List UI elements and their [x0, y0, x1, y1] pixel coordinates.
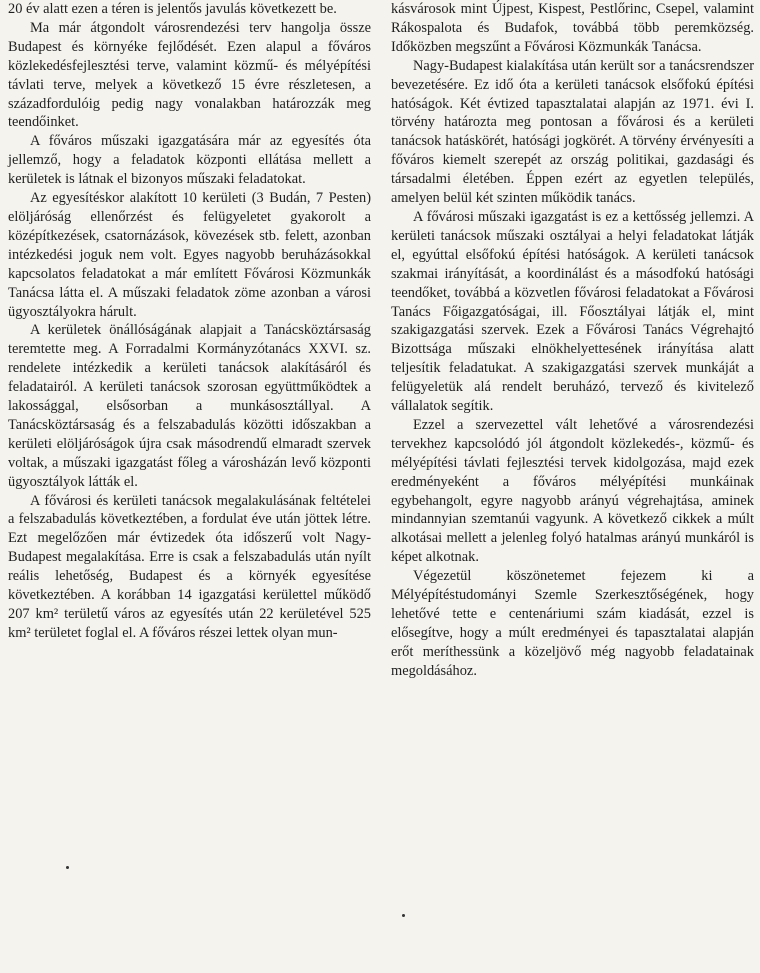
- paragraph: Ma már átgondolt városrendezési terv hangolja össze Budapest és környéke fejlődését. Ezen alapul a főváros közlekedésfejlesztési terve, valamint közmű- és mélyépítési távlati terve, melyek a következő 15 évre részletesen, a századfordulóig pedig nagy vonalakban határozzák meg teendőinket.: [8, 19, 371, 131]
- scan-speck: [66, 866, 69, 869]
- paragraph: Ezzel a szervezettel vált lehetővé a városrendezési tervekhez kapcsolódó jól átgondolt közlekedés-, közmű- és mélyépítési távlati fejlesztési tervek kidolgozása, majd ezek eredményeként a főváros mélyépítési munkáinak egybehangolt, egyre nagyobb arányú végrehajtása, aminek mindannyian szemtanúi vagyunk. A következő cikkek a múlt alkotásai mellett a jelenleg folyó hatalmas arányú munkáról is képet alkotnak.: [391, 416, 754, 566]
- paragraph: Végezetül köszönetemet fejezem ki a Mélyépítéstudományi Szemle Szerkesztőségének, hogy lehetővé tette e centenáriumi szám kiadását, ezzel is elősegítve, hogy a múlt eredményei és tapasztalatai alapján erőt meríthessünk a közeljövő még nagyobb feladatainak megoldásához.: [391, 568, 754, 679]
- paragraph: kásvárosok mint Újpest, Kispest, Pestlőrinc, Csepel, valamint Rákospalota és Budafok, továbbá több peremközség. Időközben megszűnt a Fővárosi Közmunkák Tanácsa.: [391, 1, 754, 55]
- scan-speck: [402, 914, 405, 917]
- paragraph: Nagy-Budapest kialakítása után került sor a tanácsrendszer bevezetésére. Ez idő óta a kerületi tanácsok elsőfokú építési hatóságok. Két évtized tapasztalatai alapján az 1971. évi I. törvény határozta meg pontosan a fővárosi és a kerületi tanácsok hatáskörét, hatósági jogkörét. A törvény érvényesíti a főváros kiemelt szerepét az ország politikai, gazdasági és társadalmi életében. Éppen ezért az egyetlen település, amelyen belül két szinten működik tanács.: [391, 57, 754, 207]
- paragraph: A fővárosi műszaki igazgatást is ez a kettősség jellemzi. A kerületi tanácsok műszaki osztályai a helyi feladatokat látják el, egyúttal elsőfokú építési hatóságok. A kerületi tanácsok szakmai irányítását, a koordinálást és a másodfokú hatósági teendőket, továbbá a közvetlen fővárosi feladatokat a Fővárosi Tanács Főigazgatóságai, ill. Főosztályai látják el, mint szakigazgatási szervek. Ezek a Fővárosi Tanács Végrehajtó Bizottsága műszaki elnökhelyettesének irányítása alatt teljesítik feladatukat. A szakigazgatási szervek munkáját a felügyeletük alá rendelt beruházó, tervező és kivitelező vállalatok segítik.: [391, 208, 754, 415]
- paragraph: A kerületek önállóságának alapjait a Tanácsköztársaság teremtette meg. A Forradalmi Kormányzótanács XXVI. sz. rendelete intézkedik a kerületi tanácsok alakításáról és feladatairól. A kerületi tanácsok szorosan együttműködtek a lakossággal, elsősorban a munkásosztállyal. A Tanácsköztársaság és a felszabadulás közötti időszakban a kerületi elöljáróságok újra csak másodrendű elmaradt szervek voltak, a műszaki igazgatást főleg a városházán levő központi ügyosztályok látták el.: [8, 322, 371, 490]
- paragraph: A főváros műszaki igazgatására már az egyesítés óta jellemző, hogy a feladatok központi ellátása mellett a kerületek is látnak el bizonyos műszaki feladatokat.: [8, 133, 371, 188]
- paragraph: A fővárosi és kerületi tanácsok megalakulásának feltételei a felszabadulás következtében, a fordulat éve után jöttek létre. Ezt megelőzően már évtizedek óta időszerű volt Nagy-Budapest megalakítása. Erre is csak a felszabadulás után nyílt reális lehetőség, Budapest és a környék egyesítése következtében. A korábban 14 igazgatási kerülettel működő 207 km² területű város az egyesítés után 22 kerületével 525 km² területet foglal el. A főváros részei lettek olyan mun-: [8, 492, 371, 641]
- paragraph: Az egyesítéskor alakított 10 kerületi (3 Budán, 7 Pesten) elöljáróság ellenőrzést és felügyeletet gyakorolt a középítkezések, csatornázások, kövezések stb. felett, azonban intézkedési joguk nem volt. Egyes nagyobb beruházásokkal kapcsolatos feladatokat a már említett Fővárosi Közmunkák Tanácsa látta el. A műszaki feladatok zöme azonban a városi ügyosztályokra hárult.: [8, 190, 371, 320]
- left-column: [8, 0, 371, 681]
- right-column: [391, 0, 754, 681]
- text-columns: [8, 0, 754, 681]
- paragraph: 20 év alatt ezen a téren is jelentős javulás következett be.: [8, 1, 337, 17]
